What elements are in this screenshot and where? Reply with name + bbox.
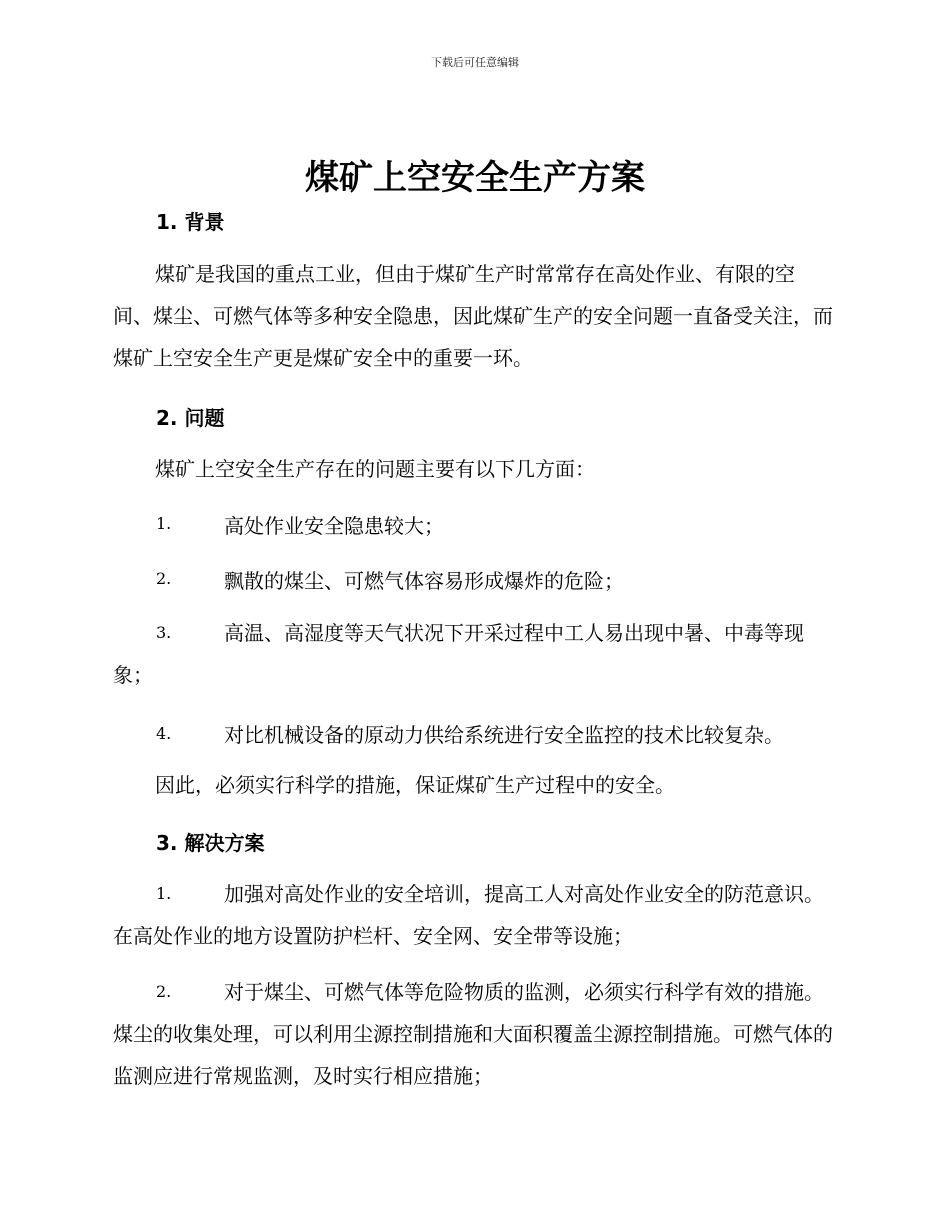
problem-item-text: 对比机械设备的原动力供给系统进行安全监控的技术比较复杂。 [224, 723, 784, 747]
problems-intro: 煤矿上空安全生产存在的问题主要有以下几方面： [155, 457, 595, 481]
page-header-note: 下载后可任意编辑 [431, 56, 519, 69]
solution-item-text: 对于煤尘、可燃气体等危险物质的监测，必须实行科学有效的措施。煤尘的收集处理，可以利用尘源控制措施和大面积覆盖尘源控制措施。可燃气体的监测应进行常规监测，及时实行相应措施； [113, 980, 833, 1088]
problem-item-wrapped [113, 612, 833, 696]
problem-item-text: 高温、高湿度等天气状况下开采过程中工人易出现中暑、中毒等现象； [113, 621, 804, 687]
solution-item [113, 971, 833, 1097]
solution-item-number: 1. [156, 884, 172, 903]
problem-item-text: 飘散的煤尘、可燃气体容易形成爆炸的危险； [224, 569, 624, 593]
problem-item-number: 1. [156, 514, 172, 533]
section-heading-problems: 2. 问题 [156, 406, 225, 430]
section-heading-background: 1. 背景 [156, 210, 225, 234]
document-title: 煤矿上空安全生产方案 [305, 158, 645, 198]
solution-item-number: 2. [156, 982, 172, 1001]
problems-conclusion: 因此，必须实行科学的措施，保证煤矿生产过程中的安全。 [155, 773, 675, 797]
problem-item-number: 3. [156, 623, 172, 642]
section-heading-solutions: 3. 解决方案 [156, 831, 265, 855]
background-paragraph: 煤矿是我国的重点工业，但由于煤矿生产时常常存在高处作业、有限的空间、煤尘、可燃气体等多种安全隐患，因此煤矿生产的安全问题一直备受关注，而煤矿上空安全生产更是煤矿安全中的重要一环。 [113, 262, 833, 370]
problem-item-number: 2. [156, 569, 172, 588]
problem-item-number: 4. [156, 724, 172, 743]
problem-item-text: 高处作业安全隐患较大； [224, 514, 444, 538]
solution-item [113, 873, 833, 957]
solution-item-text: 加强对高处作业的安全培训，提高工人对高处作业安全的防范意识。在高处作业的地方设置防护栏杆、安全网、安全带等设施； [113, 882, 824, 948]
